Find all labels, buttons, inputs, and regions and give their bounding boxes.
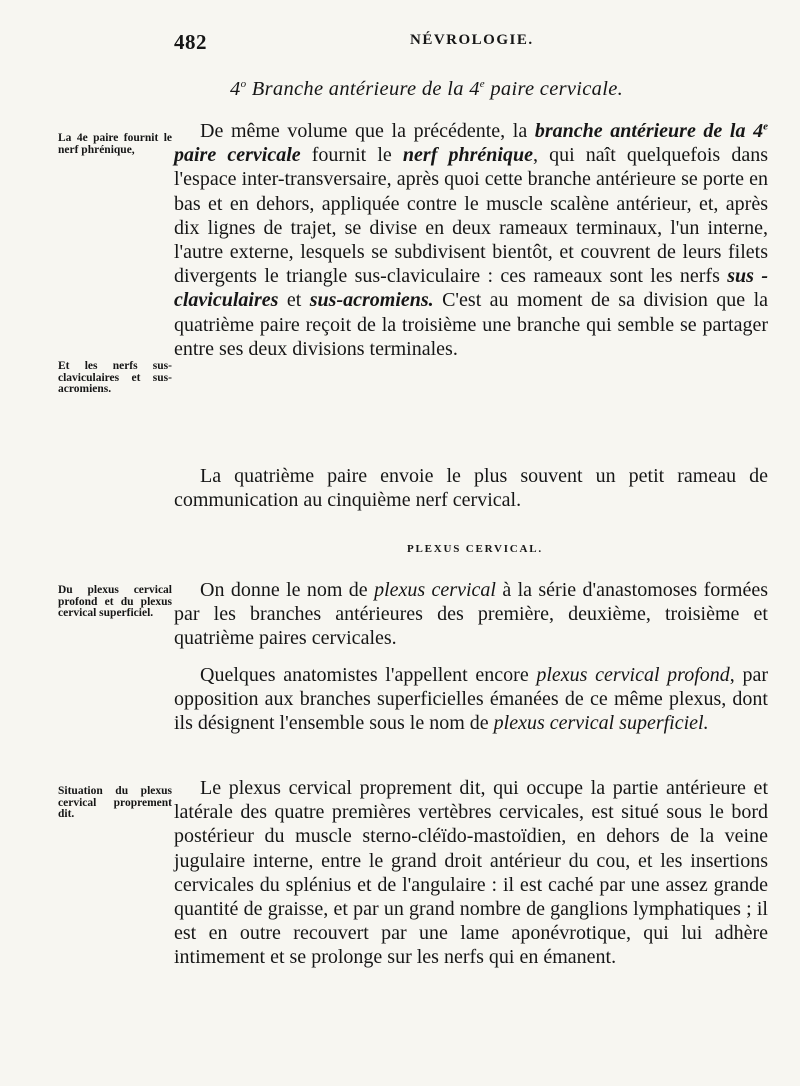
text-run: branche antérieure de la 4 [534, 120, 764, 142]
text-run: C'est au moment de sa division que la quatrième paire reçoit de la troisième une branche qui semble se partager entre ses deux divisions terminales. [174, 289, 769, 360]
superscript: e [763, 120, 768, 133]
section-title [230, 78, 623, 101]
paragraph-communication [174, 464, 768, 512]
text-run: fournit le [300, 144, 403, 167]
margin-note-plexus-situation: Situation du plexus cervical proprement dit. [58, 785, 172, 821]
text-run: Le plexus cervical proprement dit, qui occupe la partie antérieure et latérale des quatre premières vertèbres cervicales, est situé sous le bord postérieur du muscle sterno-cléïdo-mastoïdien, en dehors de la veine jugulaire interne, entre le grand droit antérieur du cou, et les insertions cervicales du splénius et de l'angulaire : il est caché par une assez grande quantité de graisse, et par un grand nombre de ganglions lymphatiques ; il est en outre recouvert par une lame aponévrotique, qui lui adhère intimement et se prolonge sur les nerfs qui en émanent. [174, 777, 768, 969]
margin-note-deep-superficial-plexus: Du plexus cervical profond et du plexus cervical superficiel. [58, 584, 172, 620]
page-number: 482 [174, 30, 207, 54]
emphasis-supraclavicular: sus - claviculaires [174, 265, 768, 312]
text-run: On donne le nom de [200, 579, 375, 601]
running-head: NÉVROLOGIE. [410, 32, 534, 48]
section-title-num-sup: e [479, 78, 485, 91]
text-run: , qui naît quelquefois dans l'espace inter-transversaire, après quoi cette branche antérieure se porte en bas et en dehors, appliquée contre le muscle scalène antérieur, et, après dix lignes de trajet, se divise en deux rameaux terminaux, l'un interne, l'autre externe, lesquels se subdivisent bientôt, et couvrent de leurs filets divergents le triangle sus-claviculaire : ces rameaux sont les nerfs [174, 144, 768, 288]
text-run: De même volume que la précédente, la [200, 120, 535, 142]
margin-note-supraclavicular: Et les nerfs sus-claviculaires et sus-acromiens. [58, 360, 172, 396]
emphasis-plexus-cervical: plexus cervical [374, 579, 496, 601]
section-title-mid: Branche antérieure de la [246, 78, 470, 100]
text-run: Quelques anatomistes l'appellent encore [200, 664, 537, 686]
emphasis-plexus-superficiel: plexus cervical superficiel. [493, 712, 709, 735]
text-run: à la série d'anastomoses formées par les branches antérieures des première, deuxième, troisième et quatrième paires cervicales. [174, 579, 768, 650]
paragraph-plexus-situation [174, 776, 768, 970]
emphasis-plexus-profond: plexus cervical profond [536, 664, 730, 686]
text-run: et [278, 289, 310, 312]
section-title-prefix: 4 [230, 78, 241, 100]
paragraph-fourth-pair [174, 119, 768, 361]
section-title-ordinal: o [240, 78, 247, 91]
section-title-suffix: paire cervicale. [484, 78, 624, 100]
margin-note-phrenic: La 4e paire fournit le nerf phrénique, [58, 132, 172, 156]
paragraph-deep-plexus [174, 663, 768, 736]
text-run: La quatrième paire envoie le plus souvent un petit rameau de communication au cinquième nerf cervical. [174, 465, 768, 512]
text-run: , par opposition aux branches superficielles émanées de ce même plexus, dont ils désignent l'ensemble sous le nom de [174, 664, 768, 735]
text-run: paire cervicale [174, 144, 301, 167]
emphasis-phrenic-nerve: nerf phrénique [402, 144, 533, 167]
paragraph-plexus-definition [174, 578, 768, 651]
section-title-num: 4 [469, 78, 480, 100]
subheading-plexus-cervical: PLEXUS CERVICAL. [407, 543, 543, 555]
emphasis-supra-acromial: sus-acromiens. [309, 289, 434, 312]
